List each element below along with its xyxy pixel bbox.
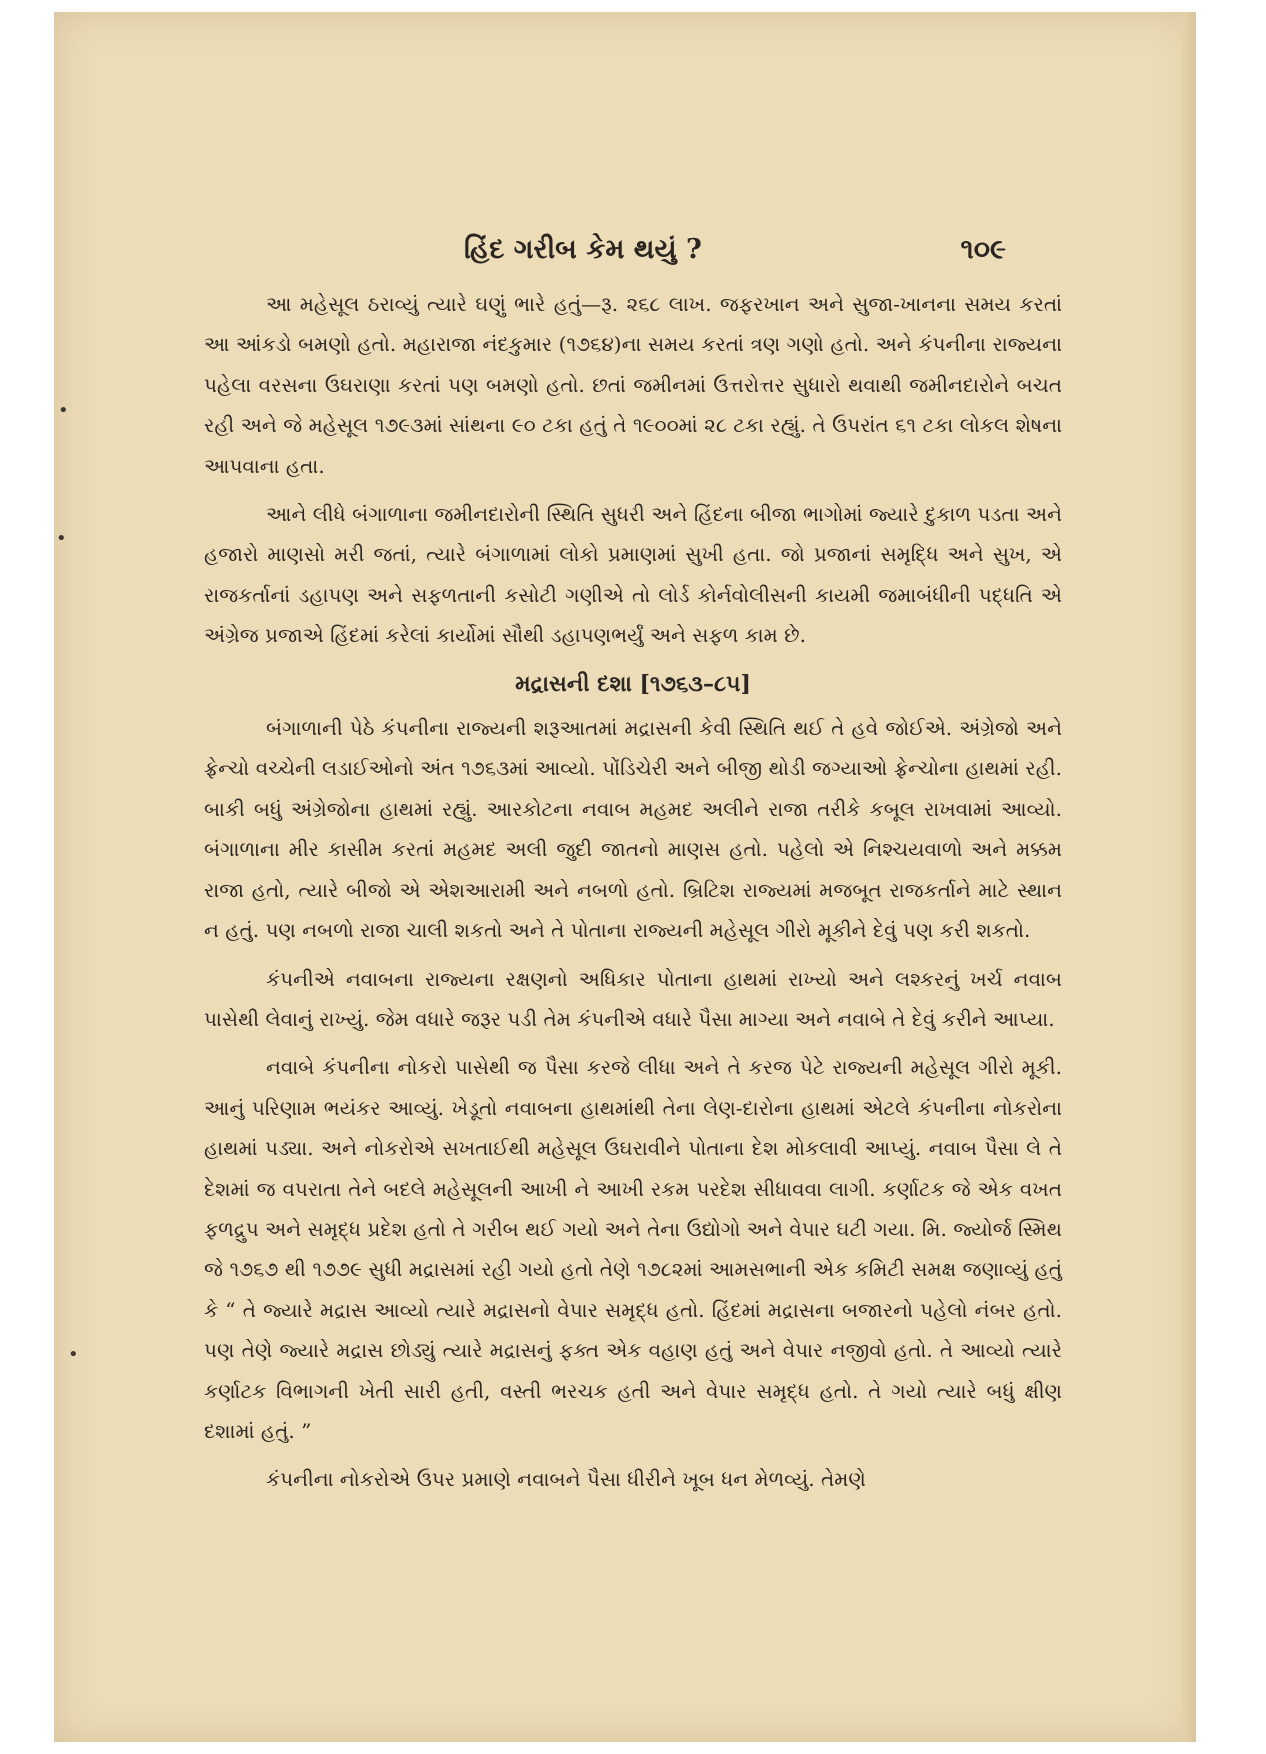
margin-mark: • bbox=[68, 1344, 79, 1365]
page-sheet bbox=[54, 12, 1196, 1742]
paragraph: કંપનીના નોકરોએ ઉપર પ્રમાણે નવાબને પૈસા ધીરીને ખૂબ ધન મેળવ્યું. તેમણે bbox=[266, 1467, 866, 1492]
paragraph: નવાબે કંપનીના નોકરો પાસેથી જ પૈસા કરજે લીધા અને તે કરજ પેટે રાજ્યની મહેસૂલ ગીરો મૂકી. આનું પરિણામ ભયંકર આવ્યું. ખેડૂતો નવાબના હાથમાંથી તેના લેણ-દારોના હાથમાં એટલે કંપનીના નોકરોના હાથમાં પડ્યા. અને નોકરોએ સખતાઈથી મહેસૂલ ઉઘરાવીને પોતાના દેશ મોકલાવી આપ્યું. નવાબ પૈસા લે તે દેશમાં જ વપરાતા તેને બદલે મહેસૂલની આખી ને આખી રકમ પરદેશ સીધાવવા લાગી. કર્ણાટક જે એક વખત ફળદ્રુપ અને સમૃદ્ધ પ્રદેશ હતો તે ગરીબ થઈ ગયો અને તેના ઉદ્યોગો અને વેપાર ઘટી ગયા. મિ. જ્યોર્જ સ્મિથ જે ૧૭૬૭ થી ૧૭૭૯ સુધી મદ્રાસમાં રહી ગયો હતો તેણે ૧૭૮૨માં આમસભાની એક કમિટી સમક્ષ જણાવ્યું હતું કે “ તે જ્યારે મદ્રાસ આવ્યો ત્યારે મદ્રાસનો વેપાર સમૃદ્ધ હતો. હિંદમાં મદ્રાસના બજારનો પહેલો નંબર હતો. પણ તેણે જ્યારે મદ્રાસ છોડ્યું ત્યારે મદ્રાસનું ફક્ત એક વહાણ હતું અને વેપાર નજીવો હતો. તે આવ્યો ત્યારે કર્ણાટક વિભાગની ખેતી સારી હતી, વસ્તી ભરચક હતી અને વેપાર સમૃદ્ધ હતો. તે ગયો ત્યારે બધું ક્ષીણ દશામાં હતું. ” bbox=[204, 1055, 1062, 1443]
section-heading: મદ્રાસની દશા [૧૭૬૩–૮૫] bbox=[515, 670, 751, 697]
paragraph: આને લીધે બંગાળાના જમીનદારોની સ્થિતિ સુધરી અને હિંદના બીજા ભાગોમાં જ્યારે દુકાળ પડતા અને હજારો માણસો મરી જતાં, ત્યારે બંગાળામાં લોકો પ્રમાણમાં સુખી હતા. જો પ્રજાનાં સમૃદ્ધિ અને સુખ, એ રાજકર્તાનાં ડહાપણ અને સફળતાની કસોટી ગણીએ તો લોર્ડ કોર્નવોલીસની કાયમી જમાબંધીની પદ્ધતિ એ અંગ્રેજ પ્રજાએ હિંદમાં કરેલાં કાર્યોમાં સૌથી ડહાપણભર્યું અને સફળ કામ છે. bbox=[204, 502, 1062, 648]
paragraph: આ મહેસૂલ ઠરાવ્યું ત્યારે ઘણું ભારે હતું—રૂ. ૨૬૮ લાખ. જફરખાન અને સુજા-ખાનના સમય કરતાં આ આંકડો બમણો હતો. મહારાજા નંદકુમાર (૧૭૬૪)ના સમય કરતાં ત્રણ ગણો હતો. અને કંપનીના રાજ્યના પહેલા વરસના ઉઘરાણા કરતાં પણ બમણો હતો. છતાં જમીનમાં ઉત્તરોત્તર સુધારો થવાથી જમીનદારોને બચત રહી અને જે મહેસૂલ ૧૭૯૩માં સાંથના ૯૦ ટકા હતું તે ૧૯૦૦માં ૨૮ ટકા રહ્યું. તે ઉપરાંત ૬૧ ટકા લોકલ શેષના આપવાના હતા. bbox=[204, 292, 1062, 478]
page-body bbox=[204, 284, 1062, 1508]
margin-mark: • bbox=[58, 400, 69, 421]
page-header bbox=[54, 234, 1196, 274]
margin-mark: • bbox=[56, 528, 67, 549]
paragraph: બંગાળાની પેઠે કંપનીના રાજ્યની શરૂઆતમાં મદ્રાસની કેવી સ્થિતિ થઈ તે હવે જોઈએ. અંગ્રેજો અને ફ્રેન્ચો વચ્ચેની લડાઈઓનો અંત ૧૭૬૩માં આવ્યો. પોંડિચેરી અને બીજી થોડી જગ્યાઓ ફ્રેન્ચોના હાથમાં રહી. બાકી બધું અંગ્રેજોના હાથમાં રહ્યું. આરકોટના નવાબ મહમદ અલીને રાજા તરીકે કબૂલ રાખવામાં આવ્યો. બંગાળાના મીર કાસીમ કરતાં મહમદ અલી જુદી જાતનો માણસ હતો. પહેલો એ નિશ્ચયવાળો અને મક્કમ રાજા હતો, ત્યારે બીજો એ એશઆરામી અને નબળો હતો. બ્રિટિશ રાજ્યમાં મજબૂત રાજકર્તાને માટે સ્થાન ન હતું. પણ નબળો રાજા ચાલી શકતો અને તે પોતાના રાજ્યની મહેસૂલ ગીરો મૂકીને દેવું પણ કરી શકતો. bbox=[204, 716, 1062, 943]
page-number: ૧૦૯ bbox=[960, 234, 1006, 265]
running-title: હિંદ ગરીબ કેમ થયું ? bbox=[464, 234, 702, 265]
paragraph: કંપનીએ નવાબના રાજ્યના રક્ષણનો અધિકાર પોતાના હાથમાં રાખ્યો અને લશ્કરનું ખર્ચ નવાબ પાસેથી લેવાનું રાખ્યું. જેમ વધારે જરૂર પડી તેમ કંપનીએ વધારે પૈસા માગ્યા અને નવાબે તે દેવું કરીને આપ્યા. bbox=[204, 966, 1062, 1031]
